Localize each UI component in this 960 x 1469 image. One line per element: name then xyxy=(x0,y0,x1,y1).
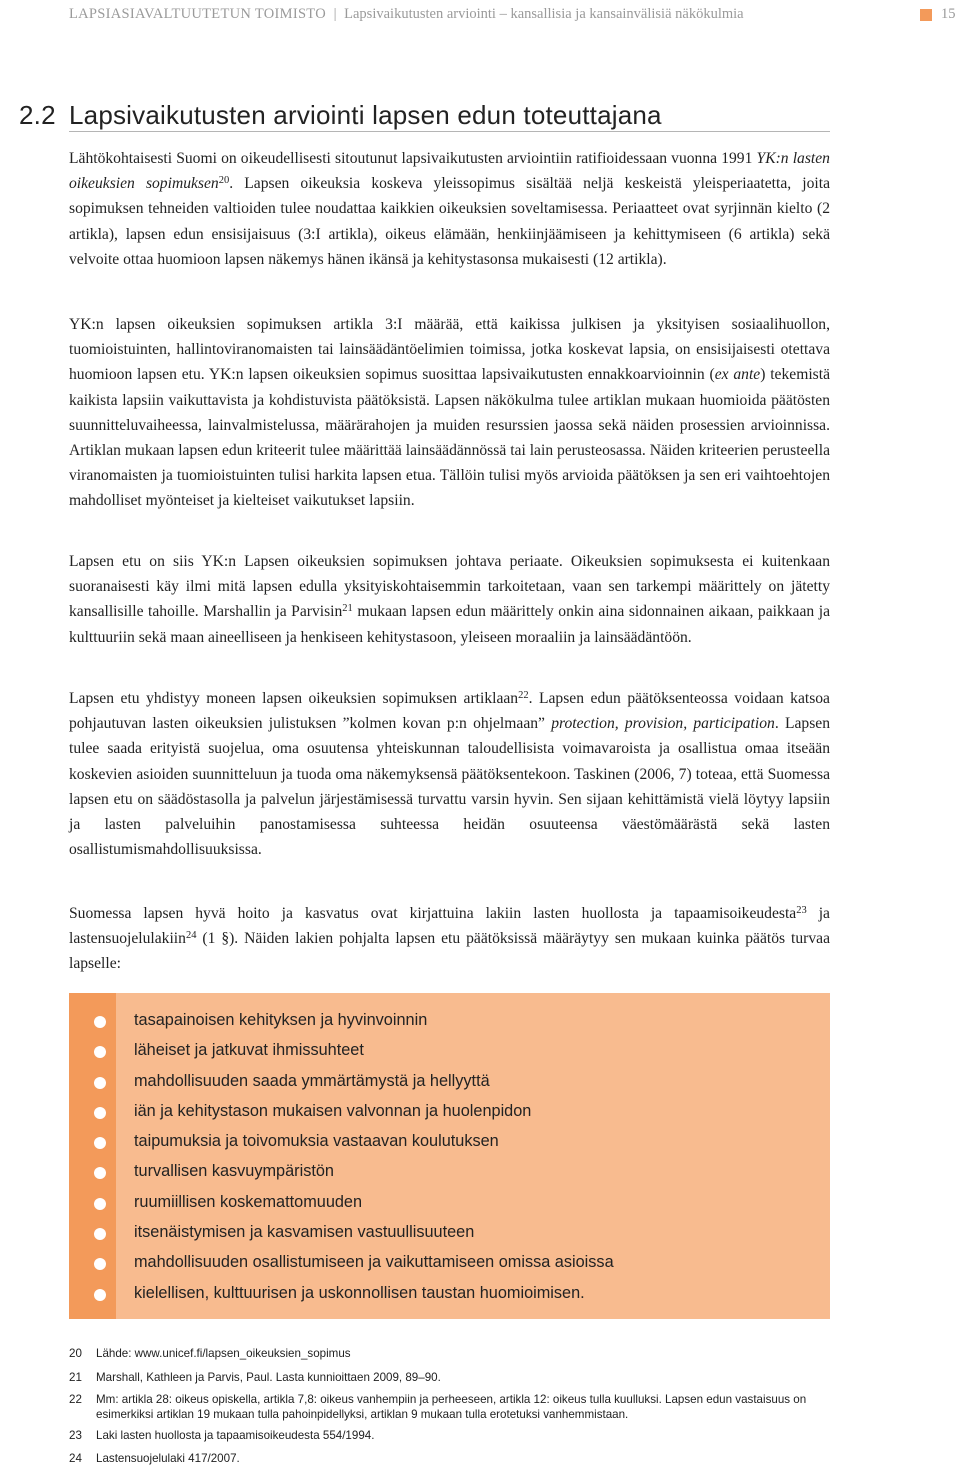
paragraph-1 xyxy=(69,146,830,272)
bullet-icon xyxy=(94,1016,106,1028)
paragraph-text: . Lapsen oikeuksia koskeva yleissopimus sisältää neljä keskeistä yleisperiaatetta, joita sopimuksen tehneiden valtioiden tulee noudattaa kaikkien oikeuksien soveltamisessa. Periaatteet ovat syrjinnän kielto (2 artikla), lapsen edun ensisijaisuus (3:I artikla), oikeus elämään, henkiinjäämiseen ja kehittymiseen (6 artikla) sekä velvoite ottaa huomioon lapsen näkemys hänen ikänsä ja kehitystasonsa mukaisesti (12 artikla). xyxy=(69,175,831,268)
header-separator: | xyxy=(333,6,337,22)
list-item xyxy=(69,1249,614,1279)
bullet-icon xyxy=(94,1107,106,1119)
section-number: 2.2 xyxy=(19,100,56,130)
footnote-number: 24 xyxy=(69,1452,82,1465)
list-item-text: taipumuksia ja toivomuksia vastaavan koulutuksen xyxy=(134,1132,499,1151)
footnote-ref-22[interactable]: 22 xyxy=(518,690,529,701)
paragraph-text: (1 §). Näiden lakien pohjalta lapsen etu päätöksissä määräytyy sen mukaan kuinka päätös turvaa lapselle: xyxy=(69,930,830,973)
paragraph-3 xyxy=(69,549,830,650)
list-item xyxy=(69,1280,614,1310)
list-item-text: läheiset ja jatkuvat ihmissuhteet xyxy=(134,1041,364,1060)
page-number: 15 xyxy=(941,6,956,22)
header-organization: LAPSIASIAVALTUUTETUN TOIMISTO xyxy=(69,6,326,22)
bullet-icon xyxy=(94,1258,106,1270)
footnote-number: 20 xyxy=(69,1347,82,1360)
list-item-text: tasapainoisen kehityksen ja hyvinvoinnin xyxy=(134,1011,428,1029)
footnote-number: 21 xyxy=(69,1371,82,1384)
italic-text: ex ante xyxy=(714,366,761,384)
paragraph-text: mukaan lapsen edun määrittely onkin aina sidonnainen aikaan, paikkaan ja kulttuuriin sekä maan aineelliseen ja henkiseen kehitystasoon, yleiseen moraaliin ja lainsäädäntöön. xyxy=(69,603,830,646)
paragraph-2 xyxy=(69,312,830,514)
bullet-icon xyxy=(94,1077,106,1089)
footnote-text: Marshall, Kathleen ja Parvis, Paul. Lasta kunnioittaen 2009, 89–90. xyxy=(96,1371,441,1384)
paragraph-text: ja lastensuojelulakiin xyxy=(69,905,830,948)
bullet-icon xyxy=(94,1289,106,1301)
footnote-text[interactable]: Lähde: www.unicef.fi/lapsen_oikeuksien_sopimus xyxy=(96,1347,351,1360)
paragraph-text: ) tekemistä kaikista lapsiin vaikuttavista ja kohdistuvista päätöksistä. Lapsen näkökulma tulee artiklan mukaan huomioida päätösten suunnitteluvaiheessa, lainvalmistelussa, määrärahojen ja muiden resurssien jaossa sekä näiden prosessien arvioinnissa. Artiklan mukaan lapsen edun kriteerit tulee määrittää lainsäädännössä tai lain perusteosassa. Näiden kriteerien perusteella viranomaisten ja tuomioistuinten tulisi harkita lapsen etua. Tällöin tulisi myös arvioida päätöksen ja sen eri vaihtoehtojen mahdolliset myönteiset ja kielteiset vaikutukset lapsiin. xyxy=(69,366,830,510)
footnote-text: Lastensuojelulaki 417/2007. xyxy=(96,1452,240,1465)
bullet-icon xyxy=(94,1228,106,1240)
header-section-title: Lapsivaikutusten arviointi – kansallisia ja kansainvälisiä näkökulmia xyxy=(344,6,744,22)
list-item-text: kielellisen, kulttuurisen ja uskonnollisen taustan huomioimisen. xyxy=(134,1283,585,1302)
paragraph-text: Lähtökohtaisesti Suomi on oikeudellisesti sitoutunut lapsivaikutusten arviointiin ratifioidessaan vuonna 1991 xyxy=(69,150,757,167)
paragraph-text: YK:n lapsen oikeuksien sopimuksen artikla 3:I määrää, että kaikissa julkisen ja yksityisen sosiaalihuollon, tuomioistuinten, hallintoviranomaisten tai lainsäädäntöelimien toimissa, jotka koskevat lapsia, on ensisijaisesti otettava huomioon lapsen etu. YK:n lapsen oikeuksien sopimus suosittaa lapsivaikutusten ennakkoarvioinnin ( xyxy=(69,316,830,384)
list-item-text: mahdollisuuden saada ymmärtämystä ja hellyyttä xyxy=(134,1071,490,1090)
list-item xyxy=(69,1128,614,1158)
footnote-text: Mm: artikla 28: oikeus opiskella, artikla 7,8: oikeus vanhempiin ja perheeseen, artikla 12: oikeus tulla kuulluksi. Lapsen edun vastaisuus on esimerkiksi artiklan 19 mukaan tulla pahoinpidellyksi, artiklan 9 mukaan tulla erotetuksi vanhemmistaan. xyxy=(96,1393,807,1421)
paragraph-text: Suomessa lapsen hyvä hoito ja kasvatus ovat kirjattuina lakiin lasten huollosta ja tapaamisoikeudesta xyxy=(69,905,797,922)
footnote-number: 23 xyxy=(69,1429,82,1442)
running-header xyxy=(69,6,956,26)
paragraph-text: Lapsen etu on siis YK:n Lapsen oikeuksien sopimuksen johtava periaate. Oikeuksien sopimuksesta ei kuitenkaan suoranaisesti käy ilmi mitä lapsen edulla yksityiskohtaisemmin tarkoitetaan, vaan sen tarkempi määrittely on jätetty kansallisille tahoille. Marshallin ja Parvisin xyxy=(69,553,830,621)
paragraph-text: . Lapsen tulee saada erityistä suojelua, oma osuutensa yhteiskunnan taloudellisista voimavaroista ja osallistua omaa itseään koskevien asioiden suunnitteluun ja tuoda oma näkemyksensä päätöksentekoon. Taskinen (2006, 7) toteaa, että Suomessa lapsen etu on säädöstasolla ja palvelun järjestämisessä turvattu varsin hyvin. Sen sijaan kehittämistä vielä löytyy lapsiin ja lasten palveluihin panostamisessa suhteessa heidän osuuteensa väestömäärästä sekä lasten osallistumismahdollisuuksissa. xyxy=(69,715,830,859)
footnote-ref-23[interactable]: 23 xyxy=(796,905,807,916)
footnote-number: 22 xyxy=(69,1393,82,1406)
list-item-text: turvallisen kasvuympäristön xyxy=(134,1162,334,1181)
section-heading xyxy=(19,100,662,131)
italic-text: protection, provision, participation xyxy=(551,715,775,733)
footnote-ref-20[interactable]: 20 xyxy=(218,175,230,187)
paragraph-text: Lapsen etu yhdistyy moneen lapsen oikeuksien sopimuksen artiklaan xyxy=(69,690,519,707)
bullet-icon xyxy=(94,1137,106,1149)
bullet-icon xyxy=(94,1198,106,1210)
paragraph-text: . Lapsen edun päätöksenteossa voidaan katsoa pohjautuvan lasten oikeuksien julistuksen ”kolmen kovan p:n ohjelmaan” xyxy=(69,690,830,733)
list-item xyxy=(69,1007,614,1037)
bullet-icon xyxy=(94,1167,106,1179)
list-item-text: ruumiillisen koskemattomuuden xyxy=(134,1192,363,1211)
italic-text: YK:n lasten oikeuksien sopimuksen xyxy=(69,150,830,193)
footnote-ref-24[interactable]: 24 xyxy=(185,930,197,942)
list-item xyxy=(69,1158,614,1188)
list-item-text: iän ja kehitystason mukaisen valvonnan ja huolenpidon xyxy=(134,1101,532,1120)
criteria-list xyxy=(69,1007,614,1310)
paragraph-4 xyxy=(69,686,830,862)
list-item-text: itsenäistymisen ja kasvamisen vastuullisuuteen xyxy=(134,1223,475,1242)
orange-square-icon xyxy=(920,9,932,21)
list-item xyxy=(69,1189,614,1219)
list-item xyxy=(69,1098,614,1128)
list-item xyxy=(69,1037,614,1067)
criteria-box xyxy=(69,993,830,1319)
footnote-ref-21[interactable]: 21 xyxy=(342,603,353,615)
list-item-text: mahdollisuuden osallistumiseen ja vaikuttamiseen omissa asioissa xyxy=(134,1253,614,1272)
heading-divider xyxy=(69,131,830,132)
bullet-icon xyxy=(94,1046,106,1058)
footnote-text: Laki lasten huollosta ja tapaamisoikeudesta 554/1994. xyxy=(96,1429,375,1442)
list-item xyxy=(69,1068,614,1098)
paragraph-5 xyxy=(69,901,830,977)
section-title: Lapsivaikutusten arviointi lapsen edun toteuttajana xyxy=(69,100,662,130)
list-item xyxy=(69,1219,614,1249)
